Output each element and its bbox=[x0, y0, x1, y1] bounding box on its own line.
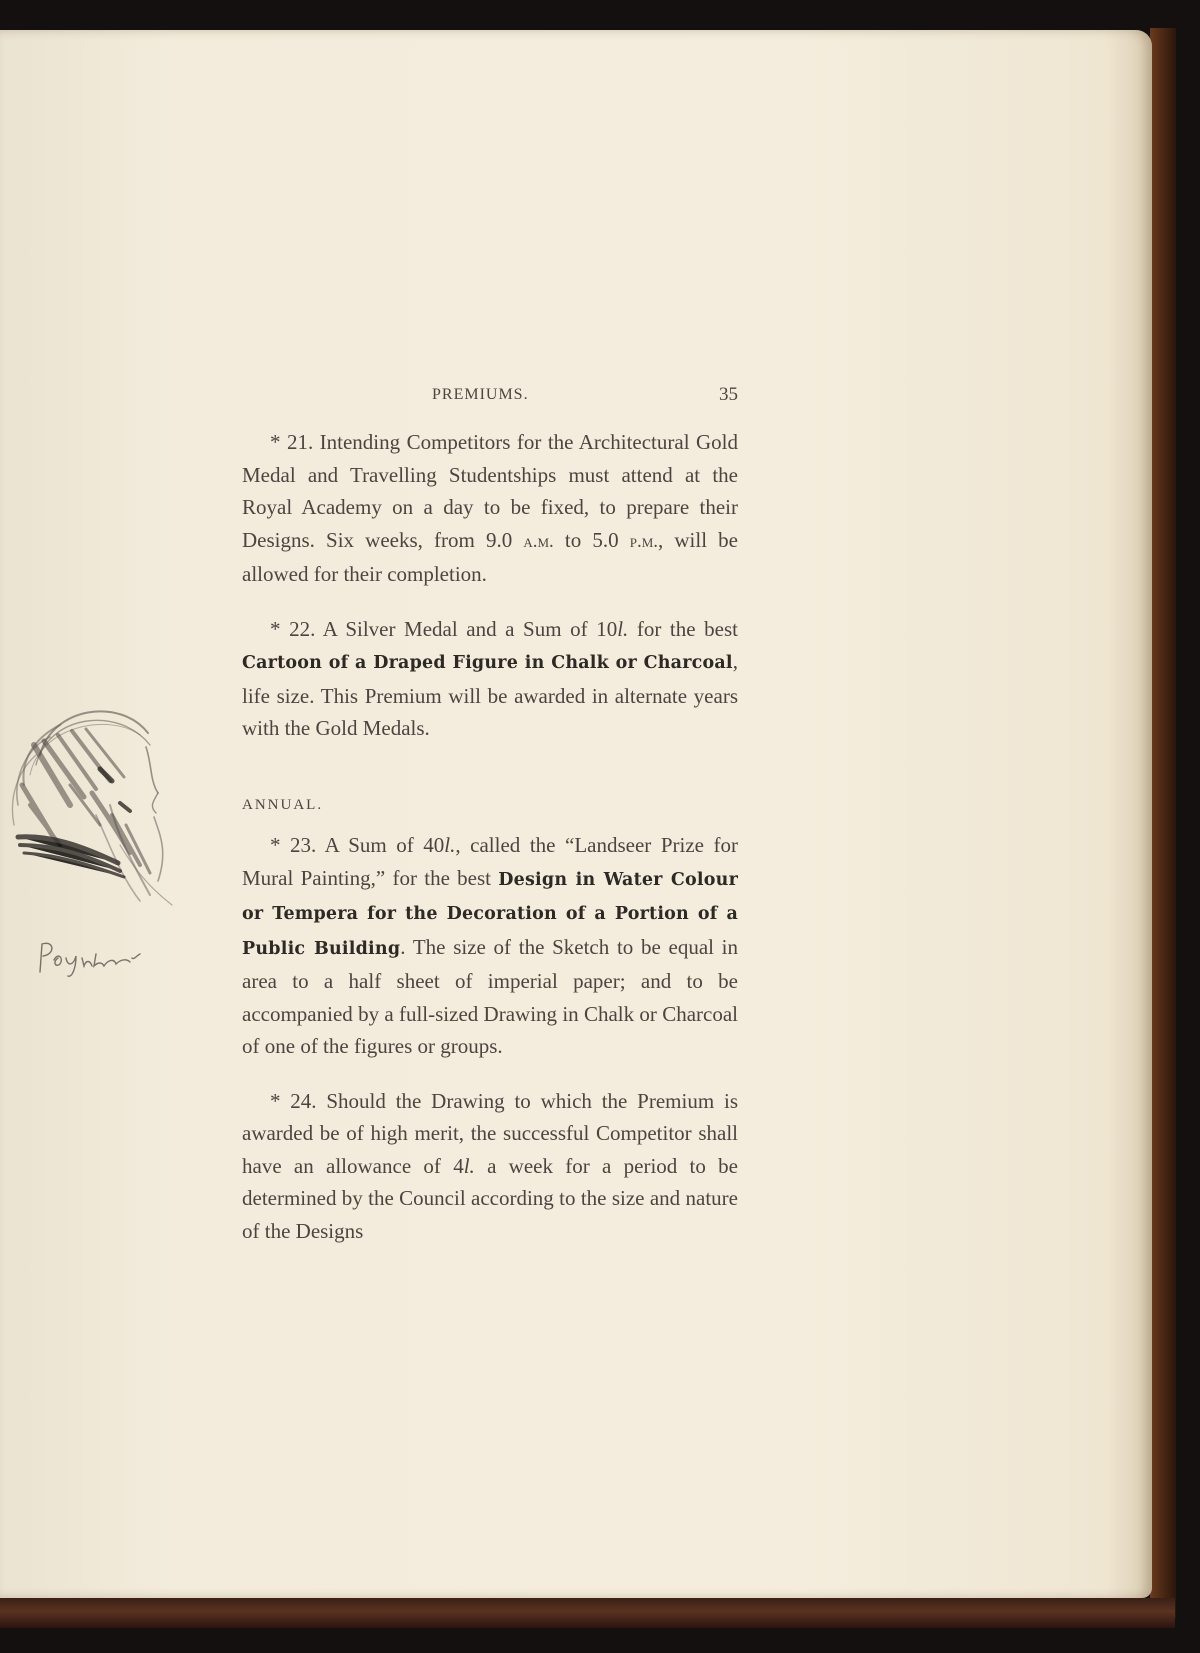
paragraph-23-text-3: . The size of the Sketch to be equal in area to a half sheet of imperial paper; and to be accompanied by a full-sized Drawing in Chalk or Charcoal of one of the figures or groups. bbox=[242, 934, 739, 1058]
pencil-signature bbox=[34, 938, 144, 978]
paragraph-22 bbox=[242, 613, 738, 745]
paragraph-21-text-3: , will be allowed for their completion. bbox=[242, 527, 738, 586]
pound-unit: l. bbox=[463, 1153, 475, 1178]
running-title: PREMIUMS. bbox=[432, 386, 529, 403]
paragraph-21 bbox=[242, 426, 738, 591]
book-page bbox=[0, 30, 1152, 1598]
paragraph-21-text: * 21. Intending Competitors for the Architectural Gold Medal and Travelling Studentships must attend at the Royal Academy on a day to be fixed, to prepare their Designs. Six weeks, from 9.0 bbox=[242, 430, 738, 552]
paragraph-22-bold-subject: Cartoon of a Draped Figure in Chalk or Charcoal bbox=[242, 653, 733, 673]
pencil-portrait-sketch bbox=[0, 685, 182, 935]
pm-abbrev: p.m. bbox=[629, 530, 659, 552]
page-number: 35 bbox=[719, 384, 738, 405]
paragraph-24-text: * 24. Should the Drawing to which the Premium is awarded be of high merit, the successful Competitor shall have an allowance of 4 bbox=[242, 1088, 738, 1178]
pound-unit: l. bbox=[617, 616, 629, 641]
body-text bbox=[242, 426, 738, 1269]
paragraph-22-text-3: , life size. This Premium will be awarded in alternate years with the Gold Medals. bbox=[242, 649, 738, 740]
am-abbrev: a.m. bbox=[523, 530, 554, 552]
paragraph-23-text-2: , called the “Landseer Prize for Mural Painting,” for the best bbox=[242, 833, 738, 890]
paragraph-23-text: * 23. A Sum of 40 bbox=[270, 833, 445, 857]
paragraph-24-text-2: a week for a period to be determined by the Council according to the size and nature of the Designs bbox=[242, 1153, 738, 1243]
book-cover-edge bbox=[1150, 28, 1176, 1618]
paragraph-23 bbox=[242, 829, 738, 1063]
paragraph-24 bbox=[242, 1085, 738, 1248]
pound-unit: l. bbox=[444, 833, 456, 857]
book-cover-bottom-edge bbox=[0, 1598, 1175, 1628]
paragraph-21-text-2: to 5.0 bbox=[553, 527, 630, 552]
paragraph-22-text-2: for the best bbox=[628, 616, 738, 641]
paragraph-23-bold-subject: Design in Water Colour or Tempera for the Decoration of a Portion of a Public Building bbox=[242, 869, 738, 959]
paragraph-22-text: * 22. A Silver Medal and a Sum of 10 bbox=[270, 616, 618, 641]
section-heading-annual: ANNUAL. bbox=[242, 796, 324, 813]
